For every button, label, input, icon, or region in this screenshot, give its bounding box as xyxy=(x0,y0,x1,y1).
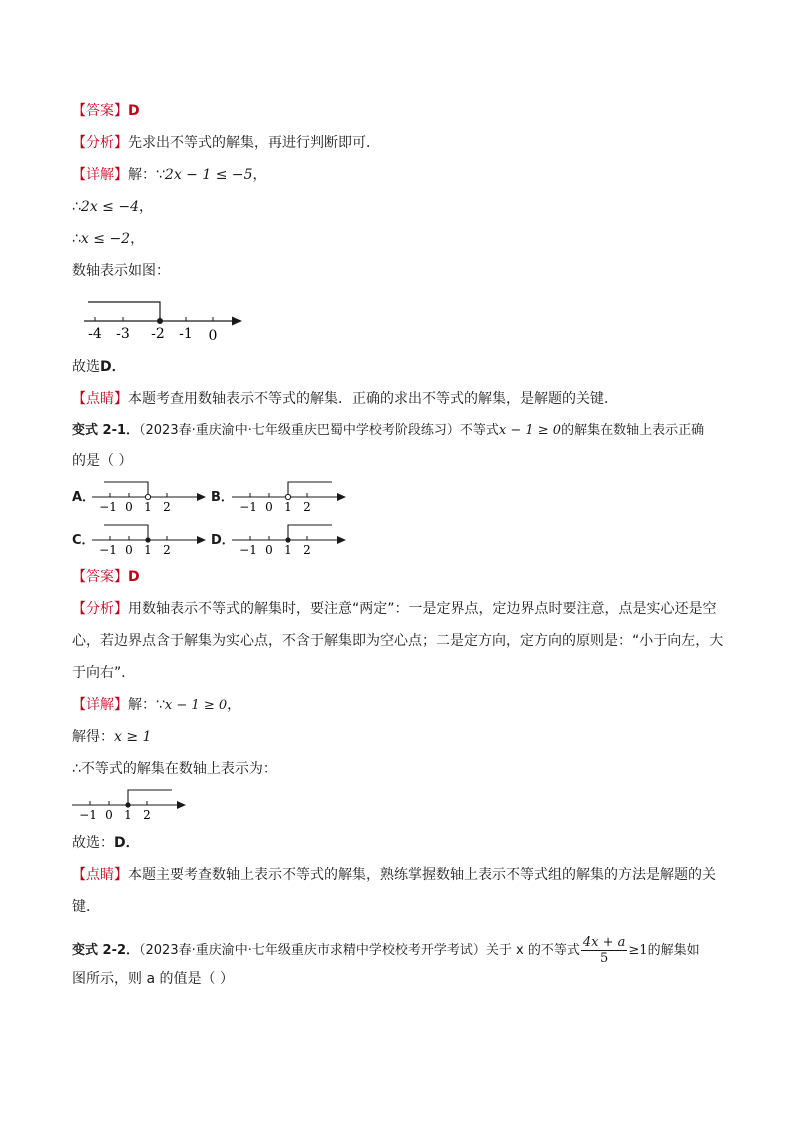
tick-label: 0 xyxy=(265,543,273,557)
tick-label: −1 xyxy=(239,500,257,514)
q2-answer-line xyxy=(72,567,140,587)
q1-answer-line xyxy=(72,101,140,121)
detail-prefix: 解：∵ xyxy=(128,167,165,183)
question-line2-tail: 的值是（ ） xyxy=(159,971,234,987)
tick-label: 1 xyxy=(144,543,152,557)
therefore-symbol: ∴ xyxy=(72,231,81,247)
detail-tag: 【详解】 xyxy=(72,697,128,713)
step3-inequality: x ≤ −2 xyxy=(80,231,131,247)
tick-label: 0 xyxy=(208,328,218,344)
tick-label: 1 xyxy=(284,543,292,557)
q2-choose-line xyxy=(72,833,140,853)
q2-analysis-line2: 心，若边界点含于解集为实心点，不含于解集即为空心点；二是定方向，定方向的原则是：“小于向左，大 xyxy=(72,633,724,649)
fraction xyxy=(581,935,628,966)
step3-sep: ， xyxy=(130,231,145,247)
q1-number-line xyxy=(80,294,250,344)
option-c-number-line[interactable] xyxy=(90,521,215,557)
tick-label: −1 xyxy=(99,500,117,514)
step2-inequality: 2x ≤ −4 xyxy=(80,199,139,215)
fraction-denominator: 5 xyxy=(599,951,609,966)
q3-question-line2 xyxy=(72,969,234,989)
choose-text: 故选： xyxy=(72,835,114,851)
question-source: （2023春·重庆渝中·七年级重庆巴蜀中学校考阶段练习）不等式 xyxy=(139,423,499,438)
q1-comment-line xyxy=(72,389,618,409)
step2-sep: ， xyxy=(139,199,153,215)
fraction-numerator: 4x + a xyxy=(582,935,626,950)
tick-label: 0 xyxy=(125,500,133,514)
tick-label: -2 xyxy=(151,326,165,342)
question-source: （2023春·重庆渝中·七年级重庆市求精中学校校考开学考试）关于 xyxy=(139,943,512,958)
tick-label: 0 xyxy=(265,500,273,514)
tick-label: 1 xyxy=(284,500,292,514)
axis-arrow xyxy=(197,536,206,544)
q1-step3-line xyxy=(72,229,144,249)
q1-step2-line xyxy=(72,197,153,217)
q3-question-line1 xyxy=(72,935,700,966)
answer-value: D xyxy=(128,103,140,119)
solution-bracket xyxy=(104,482,148,497)
detail-tag: 【详解】 xyxy=(72,167,128,183)
q2-solve-line xyxy=(72,727,151,747)
solution-bracket xyxy=(288,482,332,497)
q1-detail-line xyxy=(72,165,267,185)
analysis-text: 先求出不等式的解集，再进行判断即可． xyxy=(128,135,380,151)
step1-sep: ， xyxy=(252,167,267,183)
question-tail: 的解集在数轴上表示正确 xyxy=(561,423,705,438)
choose-answer: D． xyxy=(114,835,140,851)
tick-label: −1 xyxy=(239,543,257,557)
hollow-point xyxy=(285,494,290,499)
solid-point xyxy=(125,802,130,807)
comment-text: 本题主要考查数轴上表示不等式的解集，熟练掌握数轴上表示不等式组的解集的方法是解题的关 xyxy=(128,867,716,883)
option-b-number-line[interactable] xyxy=(230,478,355,514)
option-a-number-line[interactable] xyxy=(90,478,215,514)
q2-comment-line1 xyxy=(72,865,716,885)
q1-axis-caption: 数轴表示如图： xyxy=(72,263,170,279)
choose-answer: D． xyxy=(100,359,126,375)
tick-label: 2 xyxy=(303,500,311,514)
tick-label: −1 xyxy=(79,808,97,822)
solution-bracket xyxy=(128,790,172,805)
question-number: 变式 2-1． xyxy=(72,423,140,438)
axis-arrow xyxy=(197,493,206,501)
axis-arrow xyxy=(177,801,186,809)
q2-detail-line xyxy=(72,695,241,716)
solution-bracket xyxy=(288,525,332,540)
comment-text: 本题考查用数轴表示不等式的解集．正确的求出不等式的解集，是解题的关键． xyxy=(128,391,618,407)
solid-point xyxy=(157,318,163,324)
analysis-text: 用数轴表示不等式的解集时，要注意“两定”：一是定界点，定边界点时要注意，点是实心还是空 xyxy=(128,601,717,617)
answer-tag: 【答案】 xyxy=(72,569,128,585)
q2-analysis-line3: 于向右”． xyxy=(72,665,136,681)
q2-number-line xyxy=(70,786,195,822)
q2-analysis-line1 xyxy=(72,599,717,619)
q2-axis-caption: ∴不等式的解集在数轴上表示为： xyxy=(72,761,277,777)
tick-label: 1 xyxy=(124,808,132,822)
tick-label: 2 xyxy=(303,543,311,557)
axis-arrow xyxy=(337,493,346,501)
option-d-number-line[interactable] xyxy=(230,521,355,557)
therefore-symbol: ∴ xyxy=(72,199,81,215)
option-a-label[interactable]: A． xyxy=(72,490,96,505)
tick-label: −1 xyxy=(99,543,117,557)
tick-label: 1 xyxy=(144,500,152,514)
question-tail: 的解集如 xyxy=(647,943,700,958)
step1-inequality: 2x − 1 ≤ −5 xyxy=(164,167,253,183)
axis-arrow xyxy=(337,536,346,544)
question-variable-a: a xyxy=(146,971,156,987)
tick-label: -4 xyxy=(88,326,102,342)
question-relation: ≥1 xyxy=(628,943,648,958)
question-inequality: x − 1 ≥ 0 xyxy=(498,423,562,438)
step1-inequality: x − 1 ≥ 0 xyxy=(164,698,228,713)
tick-label: 2 xyxy=(143,808,151,822)
choose-text: 故选 xyxy=(72,359,100,375)
solid-point xyxy=(145,537,150,542)
hollow-point xyxy=(145,494,150,499)
solid-point xyxy=(285,537,290,542)
tick-label: 0 xyxy=(125,543,133,557)
analysis-tag: 【分析】 xyxy=(72,135,128,151)
detail-prefix: 解：∵ xyxy=(128,697,165,713)
step2-inequality: x ≥ 1 xyxy=(114,729,152,745)
question-mid: 的不等式 xyxy=(527,943,580,958)
tick-label: 2 xyxy=(163,500,171,514)
comment-tag: 【点睛】 xyxy=(72,867,128,883)
q1-analysis-line xyxy=(72,133,380,153)
solve-prefix: 解得： xyxy=(72,729,114,745)
question-line2: 图所示，则 xyxy=(72,971,142,987)
analysis-tag: 【分析】 xyxy=(72,601,128,617)
q2-comment-line2: 键． xyxy=(72,899,100,915)
answer-value: D xyxy=(128,569,140,585)
comment-tag: 【点睛】 xyxy=(72,391,128,407)
q2-question-line2: 的是（ ） xyxy=(72,453,133,469)
axis-arrow xyxy=(232,317,242,326)
q2-question-line1 xyxy=(72,421,704,441)
tick-label: 0 xyxy=(105,808,113,822)
option-c-label[interactable]: C． xyxy=(72,533,95,548)
option-b-label[interactable]: B． xyxy=(211,490,234,505)
option-d-label[interactable]: D． xyxy=(211,533,235,548)
solution-bracket xyxy=(88,302,160,321)
tick-label: 2 xyxy=(163,543,171,557)
tick-label: -1 xyxy=(179,326,193,342)
step1-sep: ， xyxy=(227,697,242,713)
question-variable: x xyxy=(516,943,524,958)
tick-label: -3 xyxy=(116,326,130,342)
q1-choose-line xyxy=(72,357,126,377)
solution-bracket xyxy=(104,525,148,540)
question-number: 变式 2-2． xyxy=(72,943,140,958)
answer-tag: 【答案】 xyxy=(72,103,128,119)
